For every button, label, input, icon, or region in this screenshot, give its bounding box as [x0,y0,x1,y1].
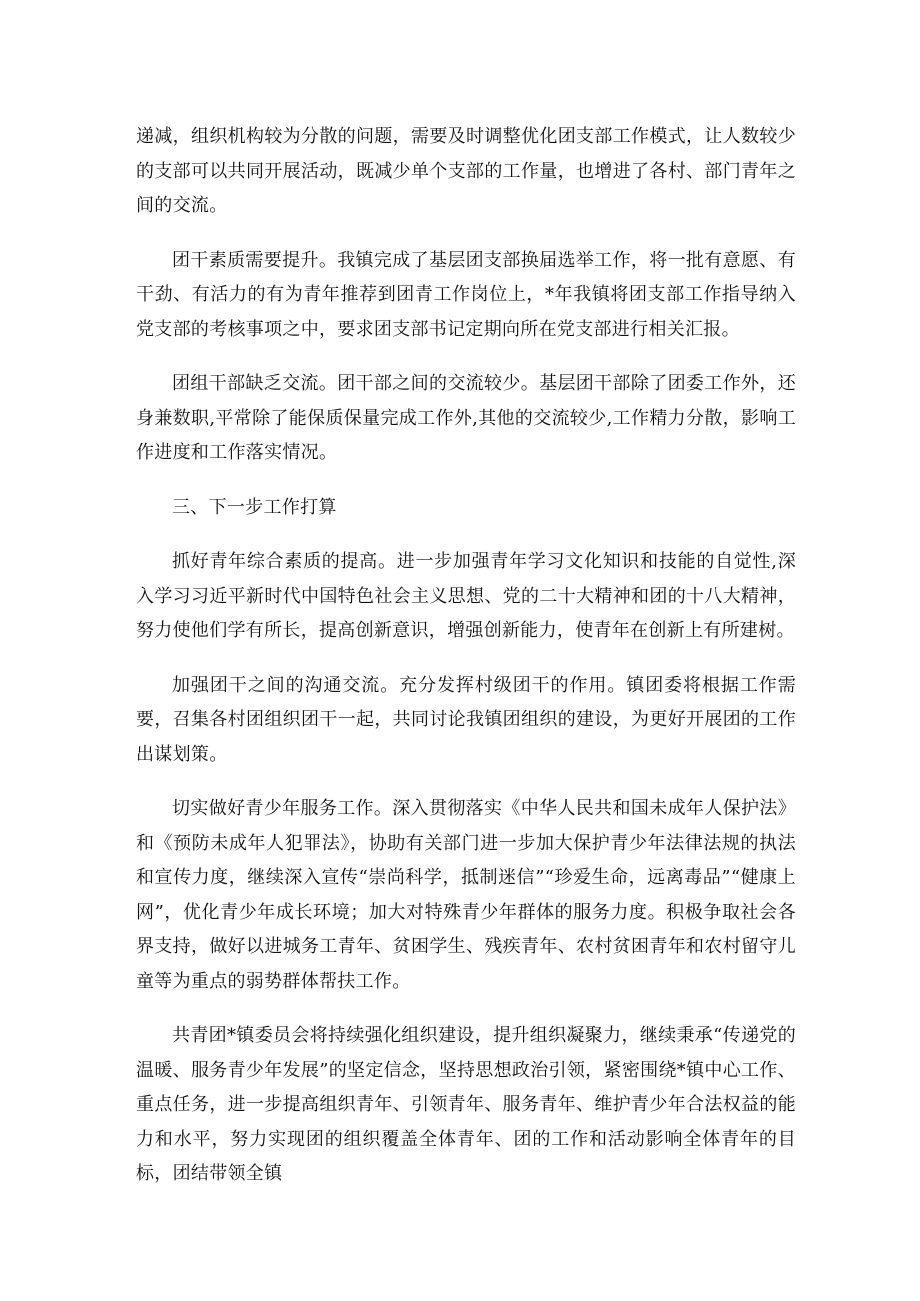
paragraph-cadre-quality: 团干素质需要提升。我镇完成了基层团支部换届选举工作，将一批有意愿、有干劲、有活力的有为青年推荐到团青工作岗位上，*年我镇将团支部工作指导纳入党支部的考核事项之中，要求团支部书记定期向所在党支部进行相关汇报。 [136,249,796,340]
paragraph-cadre-communication: 团组干部缺乏交流。团干部之间的交流较少。基层团干部除了团委工作外，还身兼数职,平常除了能保质保量完成工作外,其他的交流较少,工作精力分散，影响工作进度和工作落实情况。 [136,373,796,463]
paragraph-continuation: 递减，组织机构较为分散的问题，需要及时调整优化团支部工作模式，让人数较少的支部可以共同开展活动，既减少单个支部的工作量，也增进了各村、部门青年之间的交流。 [136,126,796,216]
section-heading: 三、下一步工作打算 [172,496,337,518]
paragraph-cadre-exchange: 加强团干之间的沟通交流。充分发挥村级团干的作用。镇团委将根据工作需要，召集各村团组织团干一起，共同讨论我镇团组织的建设，为更好开展团的工作出谋划策。 [136,674,796,765]
document-body [136,120,796,1212]
paragraph-youth-quality: 抓好青年综合素质的提高。进一步加强青年学习文化知识和技能的自觉性,深入学习习近平新时代中国特色社会主义思想、党的二十大精神和团的十八大精神，努力使他们学有所长，提高创新意识，增强创新能力，使青年在创新上有所建树。 [136,551,796,641]
paragraph-committee-commitment: 共青团*镇委员会将持续强化组织建设，提升组织凝聚力，继续秉承“传递党的温暖、服务青少年发展”的坚定信念，坚持思想政治引领，紧密围绕*镇中心工作、重点任务，进一步提高组织青年、引领青年、服务青年、维护青少年合法权益的能力和水平，努力实现团的组织覆盖全体青年、团的工作和活动影响全体青年的目标，团结带领全镇 [136,1025,796,1184]
paragraph-youth-service: 切实做好青少年服务工作。深入贯彻落实《中华人民共和国未成年人保护法》和《预防未成年人犯罪法》，协助有关部门进一步加大保护青少年法律法规的执法和宣传力度，继续深入宣传“崇尚科学，抵制迷信”“珍爱生命，远离毒品”“健康上网”，优化青少年成长环境；加大对特殊青少年群体的服务力度。积极争取社会各界支持，做好以进城务工青年、贫困学生、残疾青年、农村贫困青年和农村留守儿童等为重点的弱势群体帮扶工作。 [136,798,796,992]
